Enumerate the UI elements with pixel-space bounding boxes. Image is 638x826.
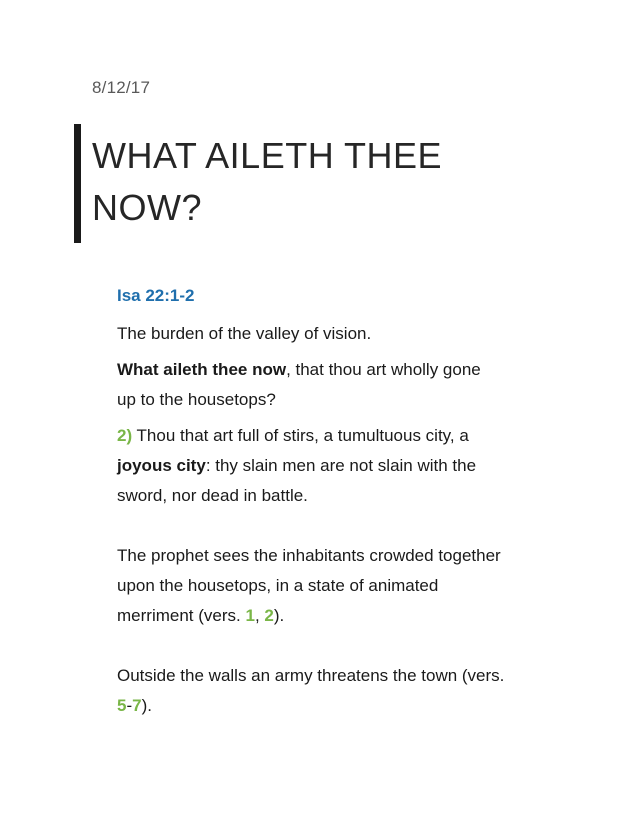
commentary-2-line-1: Outside the walls an army threatens the town (vers.: [117, 666, 505, 685]
commentary-2-end: ).: [141, 696, 152, 715]
title-accent-bar: [74, 124, 81, 243]
commentary-paragraph-2: [117, 661, 577, 721]
article-body: [117, 285, 577, 721]
title-line-2: NOW?: [92, 187, 202, 228]
verse-link-7[interactable]: 7: [132, 696, 142, 715]
verse-link-1[interactable]: 1: [245, 606, 255, 625]
commentary-1-line-2: upon the housetops, in a state of animated: [117, 576, 439, 595]
commentary-1-line-1: The prophet sees the inhabitants crowded together: [117, 546, 501, 565]
verse-link-2[interactable]: 2: [264, 606, 274, 625]
commentary-1-end: ).: [273, 606, 285, 625]
verse-2: [117, 421, 577, 511]
verse-1b-text: , that thou art wholly gone: [286, 360, 481, 379]
verse-1b: [117, 355, 577, 415]
verse-2-text: Thou that art full of stirs, a tumultuous city, a: [132, 426, 469, 445]
verse-1b-emphasis: What aileth thee now: [117, 360, 287, 379]
commentary-1-line-3: merriment (vers.: [117, 606, 246, 625]
page-title: [92, 130, 592, 234]
verse-2-text-3: sword, nor dead in battle.: [117, 486, 308, 505]
verse-range-dash: -: [126, 696, 133, 715]
scripture-reference: Isa 22:1-2: [117, 286, 195, 305]
verse-2-text-2: : thy slain men are not slain with the: [205, 456, 477, 475]
verse-2-emphasis: joyous city: [117, 456, 206, 475]
title-line-1: WHAT AILETH THEE: [92, 135, 443, 176]
verse-1: The burden of the valley of vision.: [117, 324, 372, 343]
verse-link-separator: ,: [254, 606, 265, 625]
verse-2-number: 2): [117, 426, 133, 445]
commentary-paragraph-1: [117, 541, 577, 631]
verse-link-5[interactable]: 5: [117, 696, 127, 715]
verse-1b-text-2: up to the housetops?: [117, 390, 276, 409]
date-label: 8/12/17: [92, 78, 151, 97]
